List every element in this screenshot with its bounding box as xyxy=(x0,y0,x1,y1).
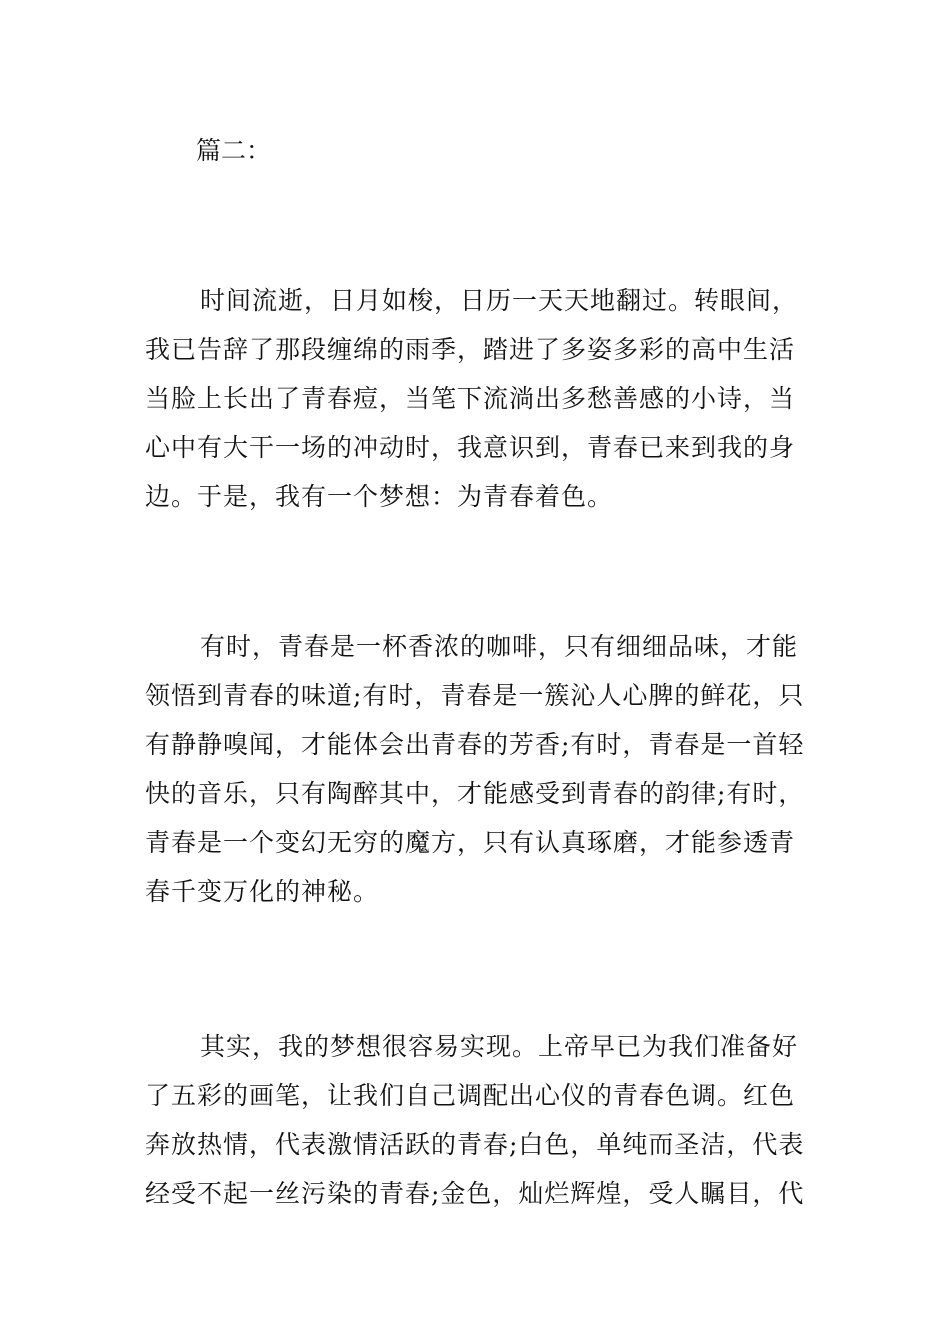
paragraph-line: 经受不起一丝污染的青春;金色，灿烂辉煌，受人瞩目，代 xyxy=(145,1179,805,1208)
paragraph-1 xyxy=(145,276,815,521)
paragraph-line: 边。于是，我有一个梦想：为青春着色。 xyxy=(145,482,614,511)
paragraph-line: 青春是一个变幻无穷的魔方，只有认真琢磨，才能参透青 xyxy=(145,828,796,857)
paragraph-line: 心中有大干一场的冲动时，我意识到，青春已来到我的身 xyxy=(145,433,796,462)
paragraph-line: 快的音乐，只有陶醉其中，才能感受到青春的韵律;有时， xyxy=(145,779,805,808)
section-heading: 篇二： xyxy=(196,136,272,165)
paragraph-line: 春千变万化的神秘。 xyxy=(145,877,380,906)
paragraph-line: 领悟到青春的味道;有时，青春是一簇沁人心脾的鲜花，只 xyxy=(145,681,805,710)
paragraph-line: 时间流逝，日月如梭，日历一天天地翻过。转眼间， xyxy=(200,286,799,315)
paragraph-line: 我已告辞了那段缠绵的雨季，踏进了多姿多彩的高中生活 xyxy=(145,335,796,364)
paragraph-line: 了五彩的画笔，让我们自己调配出心仪的青春色调。红色 xyxy=(145,1081,796,1110)
paragraph-line: 有时，青春是一杯香浓的咖啡，只有细细品味，才能 xyxy=(200,632,799,661)
paragraph-line: 有静静嗅闻，才能体会出青春的芳香;有时，青春是一首轻 xyxy=(145,730,805,759)
paragraph-line: 其实，我的梦想很容易实现。上帝早已为我们准备好 xyxy=(200,1032,799,1061)
paragraph-line: 奔放热情，代表激情活跃的青春;白色，单纯而圣洁，代表 xyxy=(145,1130,805,1159)
paragraph-line: 当脸上长出了青春痘，当笔下流淌出多愁善感的小诗，当 xyxy=(145,384,796,413)
paragraph-3 xyxy=(145,1022,815,1218)
paragraph-2 xyxy=(145,622,815,916)
